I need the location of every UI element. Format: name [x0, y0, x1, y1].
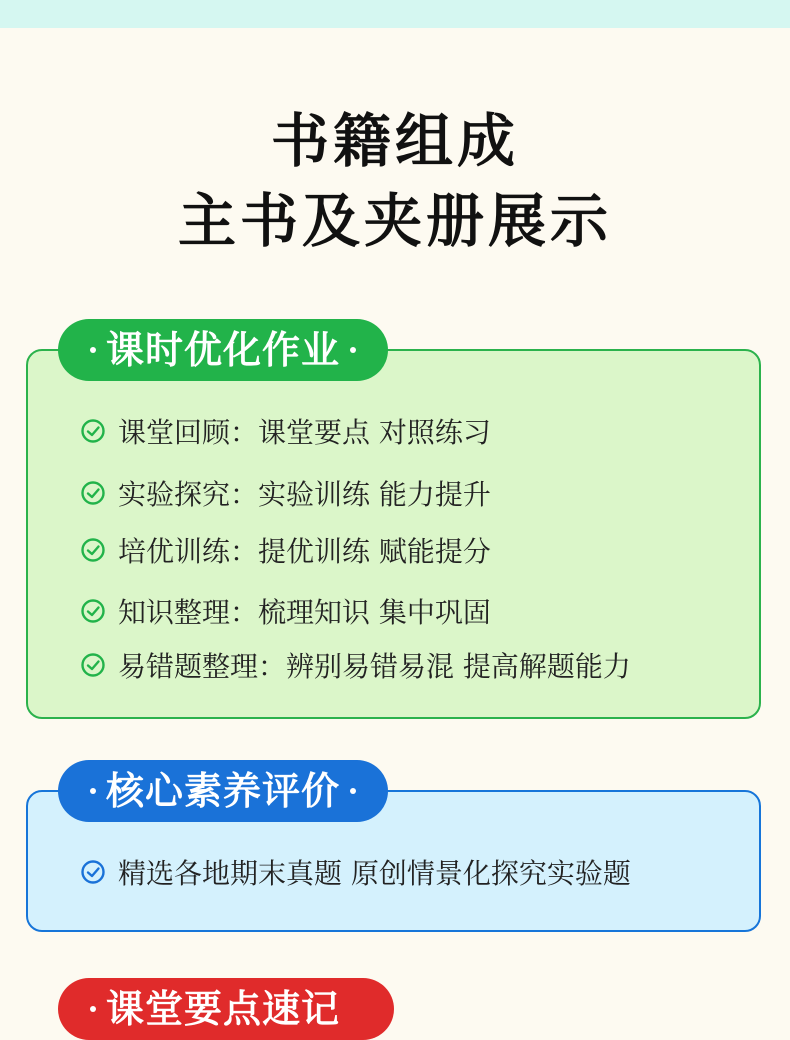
- page-title: 书籍组成: [270, 107, 519, 175]
- bullet-dot-icon: [90, 1006, 96, 1012]
- check-circle-icon: [80, 418, 106, 444]
- bullet-dot-icon: [350, 347, 356, 353]
- bullet-dot-icon: [350, 788, 356, 794]
- bullet-dot-icon: [90, 788, 96, 794]
- section-label-assessment: [58, 760, 388, 822]
- list-item-text: 课堂回顾：课堂要点 对照练习: [118, 416, 491, 449]
- check-circle-icon: [80, 859, 106, 885]
- list-item: [80, 648, 631, 682]
- list-item: [80, 594, 491, 628]
- list-item-text: 实验探究：实验训练 能力提升: [118, 478, 491, 511]
- page-subtitle: 主书及夹册展示: [177, 187, 612, 255]
- top-banner-strip: [0, 0, 790, 28]
- check-circle-icon: [80, 480, 106, 506]
- list-item-text: 易错题整理：辨别易错易混 提高解题能力: [118, 650, 631, 683]
- check-circle-icon: [80, 537, 106, 563]
- list-item: [80, 533, 491, 567]
- section-label-text: 课堂要点速记: [106, 987, 341, 1031]
- list-item: [80, 414, 491, 448]
- section-label-notes: [58, 978, 394, 1040]
- section-label-homework: [58, 319, 388, 381]
- list-item-text: 培优训练：提优训练 赋能提分: [118, 535, 491, 568]
- section-label-text: 核心素养评价: [106, 769, 341, 813]
- list-item-text: 知识整理：梳理知识 集中巩固: [118, 596, 491, 629]
- check-circle-icon: [80, 598, 106, 624]
- section-label-text: 课时优化作业: [106, 328, 341, 372]
- list-item-text: 精选各地期末真题 原创情景化探究实验题: [118, 857, 631, 890]
- list-item: [80, 855, 631, 889]
- check-circle-icon: [80, 652, 106, 678]
- list-item: [80, 476, 491, 510]
- bullet-dot-icon: [90, 347, 96, 353]
